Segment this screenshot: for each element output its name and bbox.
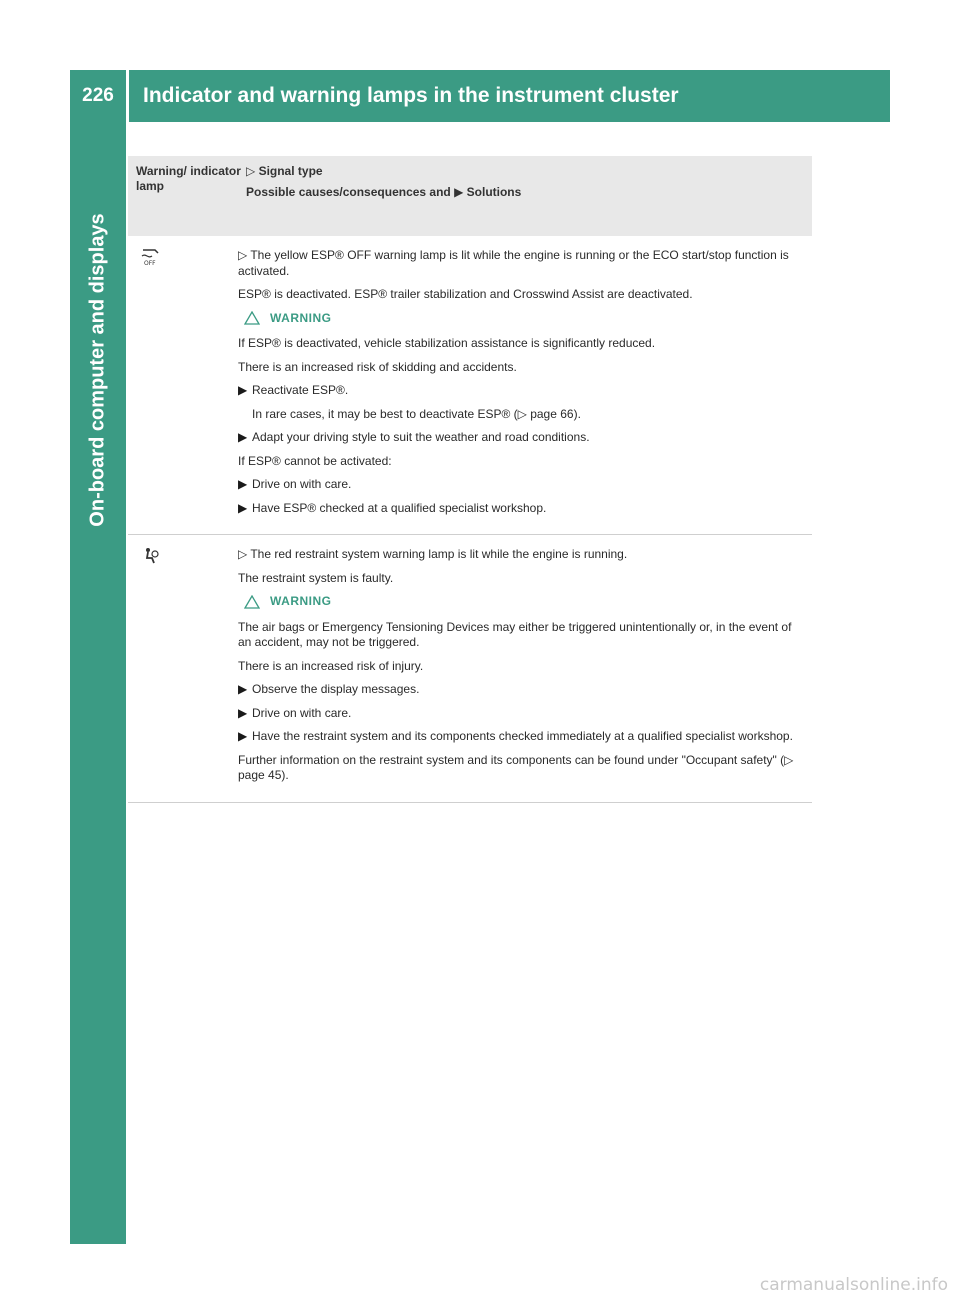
arrow-icon: ▶ bbox=[238, 682, 248, 696]
side-tab-label: On-board computer and displays bbox=[86, 213, 109, 527]
warning-heading: WARNING bbox=[244, 311, 804, 327]
warning-text: The air bags or Emergency Tensioning Devices may either be triggered unintentionally or, in the event of an accident, may not be triggered. bbox=[238, 619, 792, 649]
column-header-signal: ▷ Signal type bbox=[246, 164, 323, 178]
further-info: Further information on the restraint system and its components can be found under "Occupant safety" (▷ page 45). bbox=[238, 752, 794, 782]
solution-step: ▶ Reactivate ESP®. bbox=[238, 383, 349, 397]
arrow-icon: ▶ bbox=[238, 500, 248, 515]
solution-step: ▶ Have ESP® checked at a qualified specialist workshop. bbox=[238, 500, 547, 515]
cause-text: ESP® is deactivated. ESP® trailer stabilization and Crosswind Assist are deactivated. bbox=[238, 287, 693, 301]
solution-step: ▶ Drive on with care. bbox=[238, 477, 352, 491]
arrow-icon: ▶ bbox=[238, 477, 248, 491]
esp-off-icon bbox=[140, 253, 162, 270]
condition-text: If ESP® cannot be activated: bbox=[238, 453, 392, 468]
warning-text: If ESP® is deactivated, vehicle stabilization assistance is significantly reduced. bbox=[238, 336, 656, 350]
table-row bbox=[128, 236, 812, 535]
page-header bbox=[70, 70, 890, 122]
warning-heading: WARNING bbox=[244, 594, 804, 610]
solution-step: ▶ Observe the display messages. bbox=[238, 682, 420, 696]
solution-step: ▶ Have the restraint system and its components checked immediately at a qualified specialist workshop. bbox=[238, 729, 793, 743]
signal-intro: ▷ The red restraint system warning lamp is lit while the engine is running. bbox=[238, 547, 628, 561]
solution-step: ▶ Adapt your driving style to suit the weather and road conditions. bbox=[238, 430, 590, 444]
arrow-icon: ▶ bbox=[238, 383, 248, 397]
table-header bbox=[128, 156, 812, 236]
page-title: Indicator and warning lamps in the instrument cluster bbox=[129, 70, 890, 122]
column-header-lamp: Warning/ indicator lamp bbox=[136, 164, 241, 193]
watermark: carmanualsonline.info bbox=[759, 1275, 948, 1295]
warning-text: There is an increased risk of injury. bbox=[238, 658, 424, 673]
restraint-system-icon bbox=[140, 552, 160, 569]
arrow-icon: ▶ bbox=[238, 729, 248, 743]
cause-text: The restraint system is faulty. bbox=[238, 570, 394, 585]
lamp-table bbox=[128, 156, 812, 803]
warning-triangle-icon bbox=[244, 595, 260, 609]
table-row bbox=[128, 535, 812, 803]
svg-text:OFF: OFF bbox=[144, 260, 156, 266]
signal-intro: ▷ The yellow ESP® OFF warning lamp is lit while the engine is running or the ECO start/stop function is activated. bbox=[238, 248, 789, 278]
arrow-icon: ▶ bbox=[238, 430, 248, 444]
page-number: 226 bbox=[70, 70, 126, 122]
solution-step: ▶ Drive on with care. bbox=[238, 705, 352, 720]
step-note: In rare cases, it may be best to deactivate ESP® (▷ page 66). bbox=[252, 406, 581, 421]
warning-triangle-icon bbox=[244, 311, 260, 325]
column-header-causes: Possible causes/consequences and ▶ Solutions bbox=[246, 185, 522, 199]
warning-text: There is an increased risk of skidding and accidents. bbox=[238, 359, 517, 374]
arrow-icon: ▶ bbox=[238, 705, 248, 720]
